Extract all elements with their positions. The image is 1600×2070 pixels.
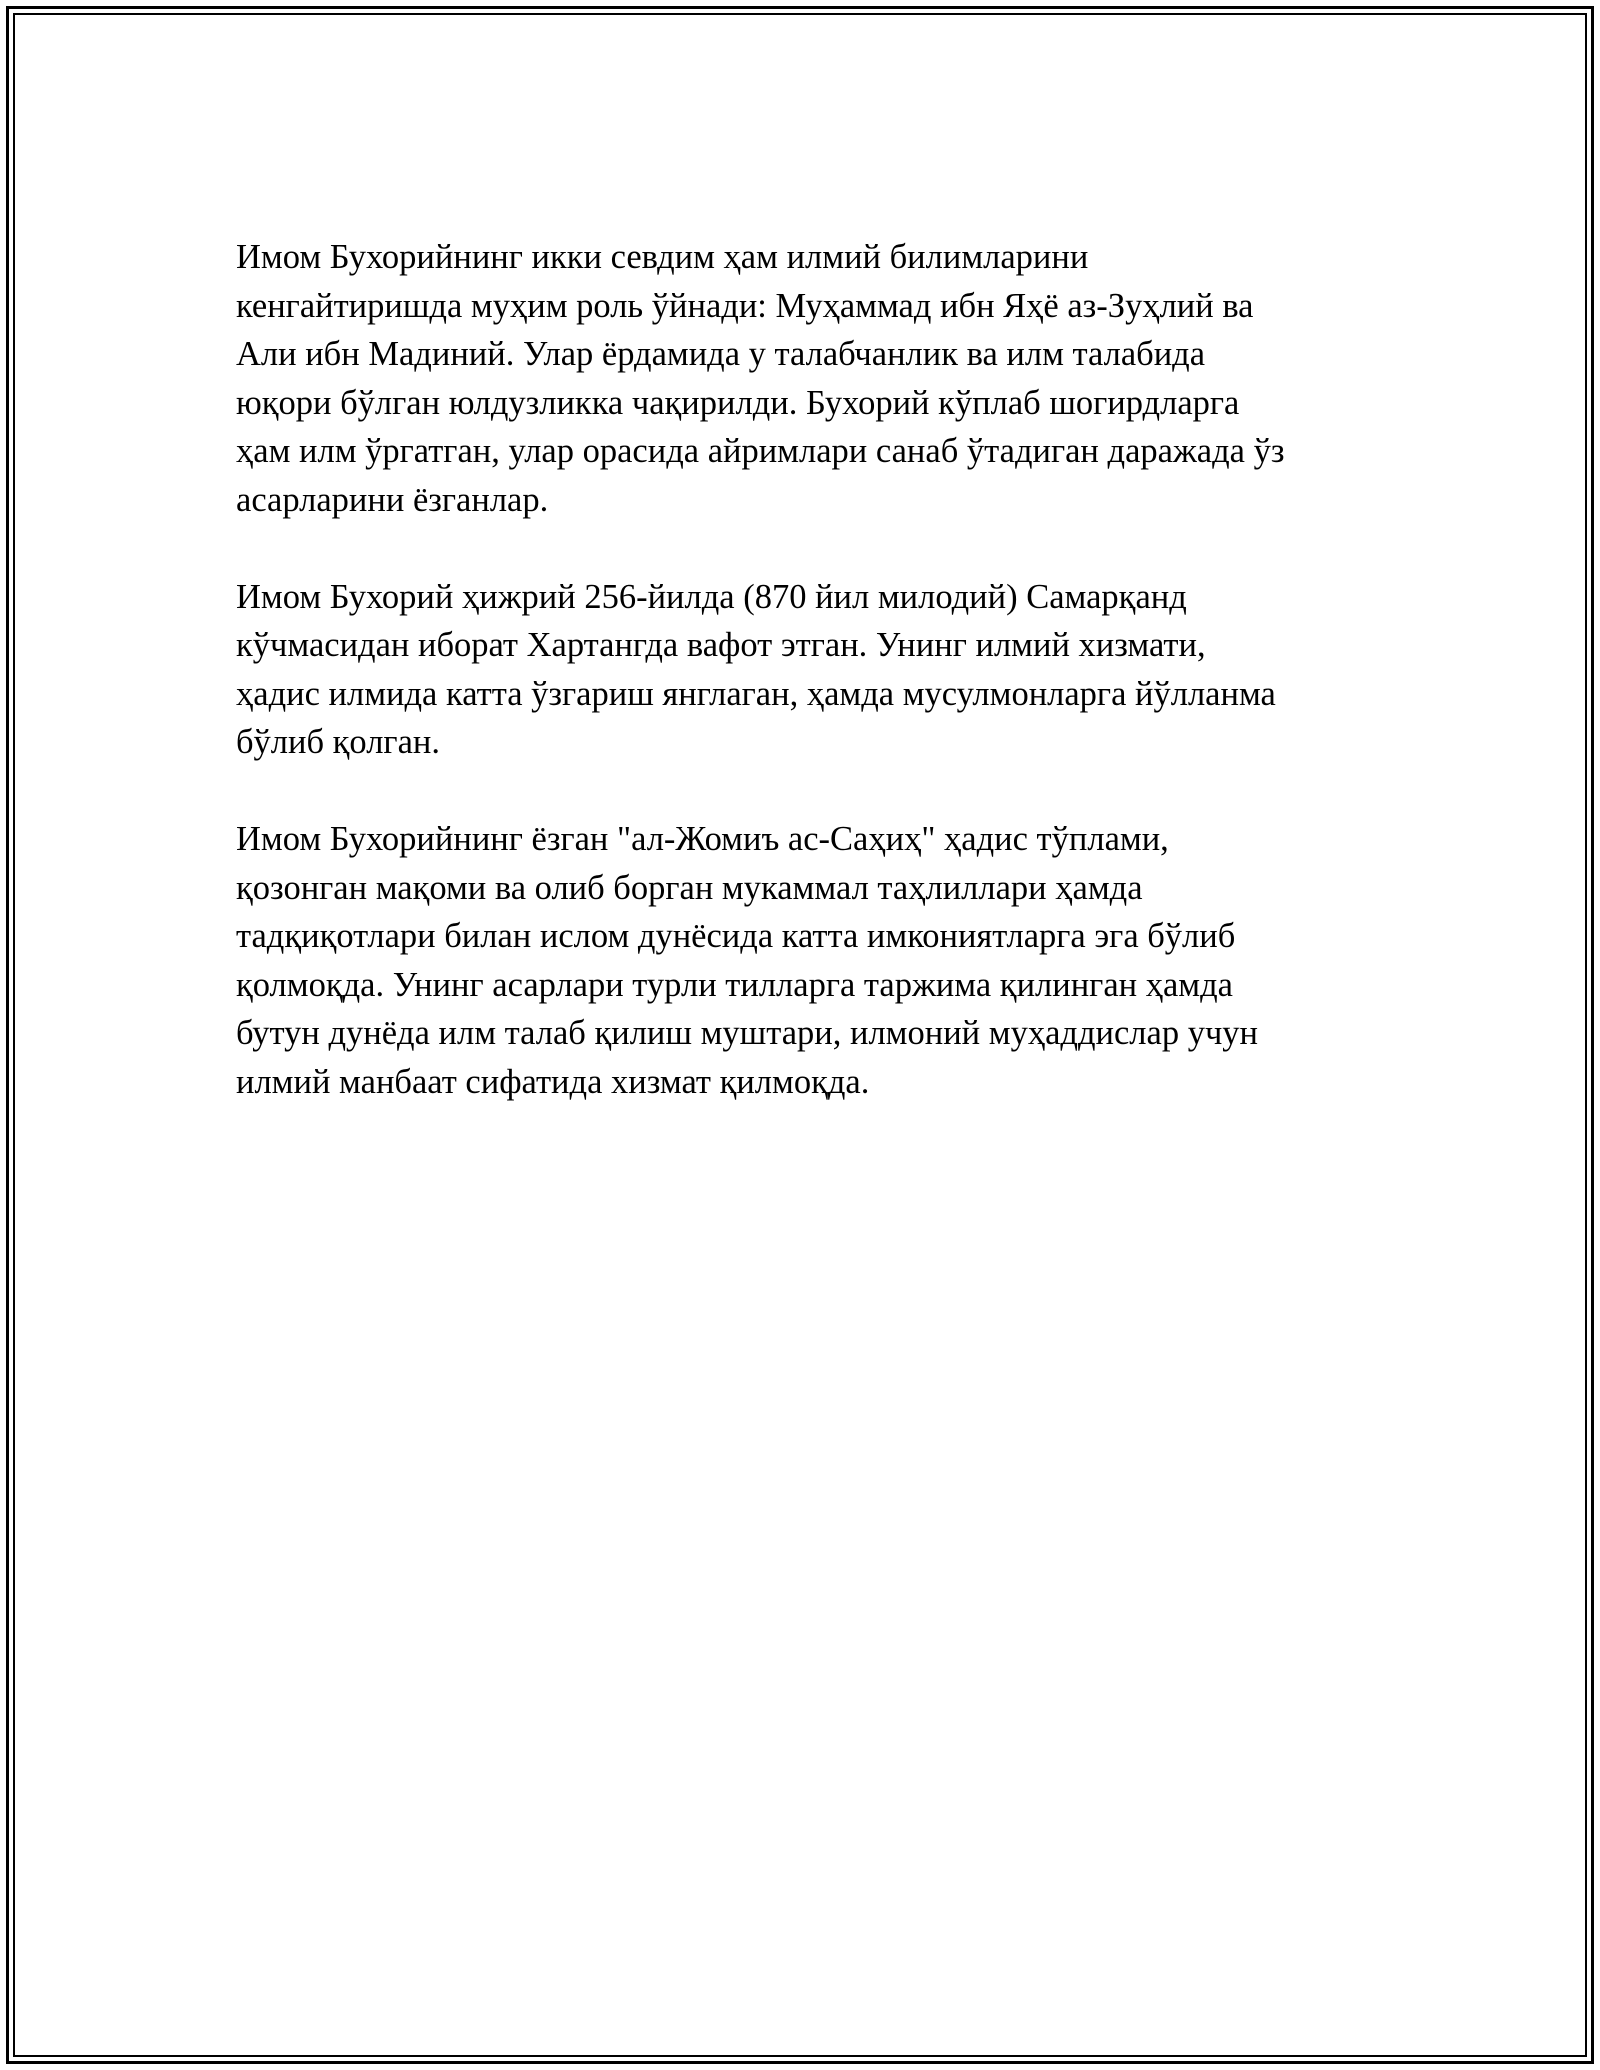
text-line: кенгайтиришда муҳим роль ўйнади: Муҳаммад ибн Яҳё аз-Зуҳлий ва [236,286,1254,325]
paragraph-1 [236,233,1366,524]
text-line: қолмоқда. Унинг асарлари турли тилларга таржима қилинган ҳамда [236,965,1233,1004]
text-line: ҳадис илмида катта ўзгариш янглаган, ҳамда мусулмонларга йўлланма [236,674,1276,713]
text-line: кўчмасидан иборат Хартангда вафот этган. Унинг илмий хизмати, [236,626,1206,664]
text-line: Имом Бухорийнинг икки севдим ҳам илмий билимларини [236,238,1089,276]
text-line: юқори бўлган юлдузликка чақирилди. Бухорий кўплаб шогирдларга [236,383,1240,422]
text-line: қозонган мақоми ва олиб борган мукаммал таҳлиллари ҳамда [236,868,1143,907]
text-line: Али ибн Мадиний. Улар ёрдамида у талабчанлик ва илм талабида [236,335,1206,373]
text-line: илмий манбаат сифатида хизмат қилмоқда. [236,1062,870,1101]
text-line: тадқиқотлари билан ислом дунёсида катта имкониятларга эга бўлиб [236,917,1236,955]
text-line: асарларини ёзганлар. [236,480,549,519]
text-line: Имом Бухорий ҳижрий 256-йилда (870 йил милодий) Самарқанд [236,577,1187,616]
paragraph-2 [236,573,1366,767]
text-line: бутун дунёда илм талаб қилиш муштари, илмоний муҳаддислар учун [236,1014,1259,1052]
text-line: ҳам илм ўргатган, улар орасида айримлари санаб ўтадиган даражада ўз [236,432,1285,470]
text-line: Имом Бухорийнинг ёзган "ал-Жомиъ ас-Саҳиҳ" ҳадис тўплами, [236,820,1169,858]
text-line: бўлиб қолган. [236,723,440,761]
paragraph-3 [236,815,1366,1106]
document-body [236,233,1366,1155]
